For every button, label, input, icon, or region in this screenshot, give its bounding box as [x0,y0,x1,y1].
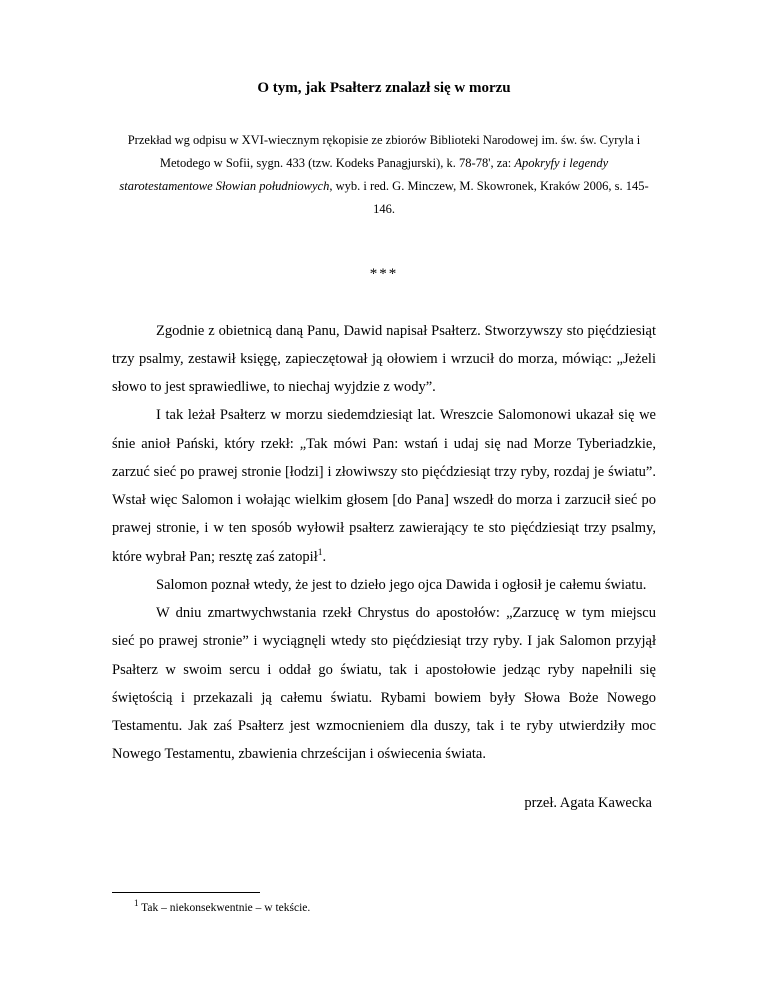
footnote-reference[interactable]: 1 [317,547,323,558]
source-note-italic-title: Apokryfy i legendy starotestamentowe Słowian południowych [119,156,609,194]
page-title: O tym, jak Psałterz znalazł się w morzu [257,80,511,96]
section-separator: *** [369,265,399,282]
paragraph-2-text: I tak leżał Psałterz w morzu siedemdziesiąt lat. Wreszcie Salomonowi ukazał się we śnie anioł Pański, który rzekł: „Tak mówi Pan: wstań i udaj się nad Morze Tyberiadzkie, zarzuć sieć po prawej stronie [łodzi] i złowiwszy sto pięćdziesiąt trzy ryby, rozdaj je światu”. Wstał więc Salomon i wołając wielkim głosem [do Pana] wszedł do morza i zarzucił sieć po prawej stronie, i w ten sposób wyłowił psałterz zawierający te sto pięćdziesiąt trzy psalmy, które wybrał Pan; resztę zaś zatopił [112,407,656,565]
source-note [112,129,656,222]
paragraph-2-tail: . [322,548,327,565]
paragraph-2 [112,401,656,571]
footnote-divider [112,892,260,893]
footnote-body: Tak – niekonsekwentnie – w tekście. [138,901,311,914]
paragraph-3: Salomon poznał wtedy, że jest to dzieło jego ojca Dawida i ogłosił je całemu światu. [156,576,647,593]
footnote-number: 1 [134,898,139,909]
source-note-part2: , wyb. i red. G. Minczew, M. Skowronek, Kraków 2006, s. 145-146. [329,179,649,217]
source-note-part1: Przekład wg odpisu w XVI-wiecznym rękopisie ze zbiorów Biblioteki Narodowej im. św. św. Cyryla i Metodego w Sofii, sygn. 433 (tzw. Kodeks Panagjurski), k. 78-78', za: [127,133,641,171]
footnote-1 [112,900,656,916]
footnote-area [112,892,656,916]
paragraph-1: Zgodnie z obietnicą daną Panu, Dawid napisał Psałterz. Stworzywszy sto pięćdziesiąt trzy psalmy, zestawił księgę, zapieczętował ją ołowiem i wrzucił do morza, mówiąc: „Jeżeli słowo to jest sprawiedliwe, to niechaj wyjdzie z wody”. [112,322,656,396]
translator-signature: przeł. Agata Kawecka [524,794,652,811]
paragraph-4: W dniu zmartwychwstania rzekł Chrystus do apostołów: „Zarzucę w tym miejscu sieć po prawej stronie” i wyciągnęli wtedy sto pięćdziesiąt trzy ryby. I jak Salomon przyjął Psałterz w swoim sercu i oddał go światu, tak i apostołowie jedząc ryby napełnili się świętością i przekazali ją całemu światu. Rybami bowiem były Słowa Boże Nowego Testamentu. Jak zaś Psałterz jest wzmocnieniem dla duszy, tak i te ryby utwierdziły moc Nowego Testamentu, zbawienia chrześcijan i oświecenia świata. [112,605,656,763]
body-text [112,317,656,769]
